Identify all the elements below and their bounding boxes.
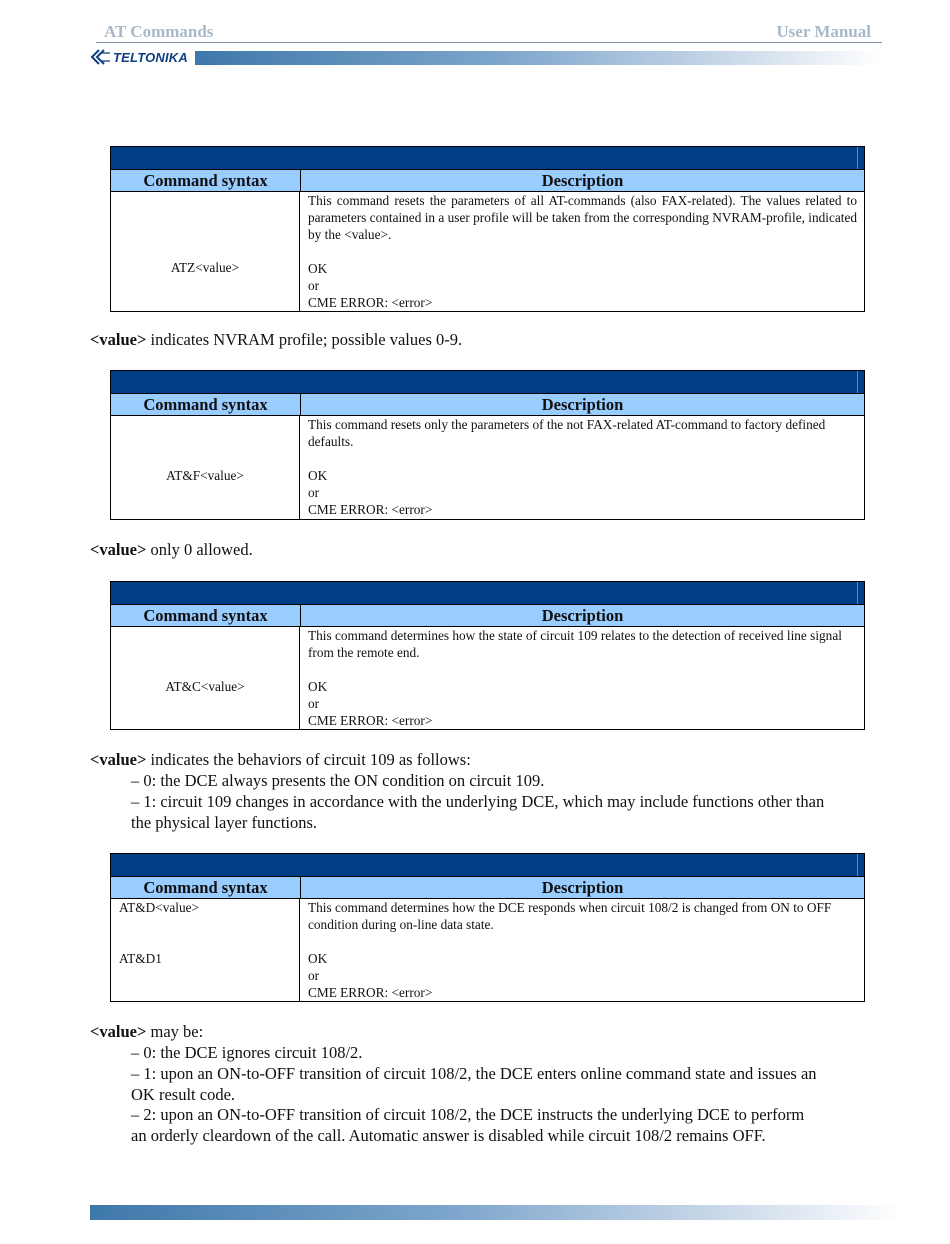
footer-gradient-bar (90, 1205, 902, 1220)
header-command-syntax: Command syntax (111, 877, 301, 898)
list-item: – 0: the DCE always presents the ON condition on circuit 109. (131, 771, 545, 790)
syntax-text: ATZ<value> (170, 260, 240, 275)
table-title-bar (111, 582, 864, 605)
syntax-cell (111, 627, 300, 729)
table-header-row (111, 170, 864, 192)
header-description: Description (541, 171, 624, 190)
response-error: CME ERROR: <error> (308, 713, 433, 728)
description-text: This command resets only the parameters of the not FAX-related AT-command to factory defined defaults. (308, 417, 826, 449)
response-error: CME ERROR: <error> (308, 502, 433, 517)
note-atd (90, 1022, 203, 1043)
response-ok: OK (308, 261, 328, 276)
command-table-atd (110, 853, 865, 1002)
table-header-row (111, 394, 864, 416)
list-item-continuation: an orderly cleardown of the call. Automatic answer is disabled while circuit 108/2 remains OFF. (131, 1126, 766, 1145)
command-table-atz (110, 146, 865, 312)
response-or: or (308, 968, 320, 983)
description-text: This command resets the parameters of all AT-commands (also FAX-related). The values related to parameters contained in a user profile will be taken from the corresponding NVRAM-profile, indicated by the <value>. (308, 193, 857, 242)
table-title-bar (111, 371, 864, 394)
note-term: <value> (90, 540, 147, 559)
description-cell (300, 899, 864, 1001)
description-text: This command determines how the DCE responds when circuit 108/2 is changed from ON to OFF condition during on-line data state. (308, 900, 832, 932)
description-text: This command determines how the state of circuit 109 relates to the detection of received line signal from the remote end. (308, 628, 842, 660)
description-cell (300, 416, 864, 519)
table-body-row (111, 899, 864, 1001)
table-header-row (111, 605, 864, 627)
note-atz (90, 330, 462, 351)
note-text: indicates NVRAM profile; possible values 0-9. (146, 330, 463, 349)
note-atf (90, 540, 253, 561)
note-term: <value> (90, 750, 147, 769)
response-error: CME ERROR: <error> (308, 295, 433, 310)
note-text: indicates the behaviors of circuit 109 as follows: (146, 750, 471, 769)
header-title-right: User Manual (776, 22, 871, 41)
note-text: may be: (146, 1022, 204, 1041)
logo-wordmark: TELTONIKA (113, 49, 188, 65)
table-body-row (111, 416, 864, 519)
response-ok: OK (308, 468, 328, 483)
teltonika-logo-chevron-icon (90, 49, 112, 65)
header-description: Description (541, 878, 624, 897)
list-item: – 1: upon an ON-to-OFF transition of circuit 108/2, the DCE enters online command state and issues an (131, 1064, 817, 1083)
list-item-continuation: OK result code. (131, 1085, 236, 1104)
response-ok: OK (308, 951, 328, 966)
header-description: Description (541, 395, 624, 414)
list-item: – 2: upon an ON-to-OFF transition of circuit 108/2, the DCE instructs the underlying DCE to perform (131, 1105, 805, 1124)
table-body-row (111, 192, 864, 311)
command-table-atf (110, 370, 865, 520)
syntax-cell (111, 416, 300, 519)
response-ok: OK (308, 679, 328, 694)
description-cell (300, 192, 864, 311)
table-header-row (111, 877, 864, 899)
header-gradient-bar (195, 51, 882, 65)
response-or: or (308, 278, 320, 293)
teltonika-logo (90, 48, 188, 66)
header-title-left: AT Commands (104, 22, 214, 41)
table-title-bar (111, 854, 864, 877)
response-error: CME ERROR: <error> (308, 985, 433, 1000)
header-description: Description (541, 606, 624, 625)
header-command-syntax: Command syntax (111, 605, 301, 626)
syntax-default-text: AT&D1 (119, 951, 162, 966)
syntax-text: AT&F<value> (166, 468, 244, 483)
list-item: – 0: the DCE ignores circuit 108/2. (131, 1043, 363, 1062)
response-or: or (308, 485, 320, 500)
command-table-atc (110, 581, 865, 730)
list-item-continuation: the physical layer functions. (131, 813, 318, 832)
header-rule (96, 42, 882, 43)
header-command-syntax: Command syntax (111, 170, 301, 191)
description-cell (300, 627, 864, 729)
table-title-bar (111, 147, 864, 170)
response-or: or (308, 696, 320, 711)
note-term: <value> (90, 330, 147, 349)
note-term: <value> (90, 1022, 147, 1041)
note-text: only 0 allowed. (146, 540, 253, 559)
list-item: – 1: circuit 109 changes in accordance with the underlying DCE, which may include functions other than (131, 792, 825, 811)
syntax-text: AT&C<value> (165, 679, 245, 694)
syntax-cell (111, 192, 300, 311)
syntax-cell (111, 899, 300, 1001)
table-body-row (111, 627, 864, 729)
header-command-syntax: Command syntax (111, 394, 301, 415)
note-atc (90, 750, 471, 771)
syntax-text: AT&D<value> (119, 900, 199, 915)
